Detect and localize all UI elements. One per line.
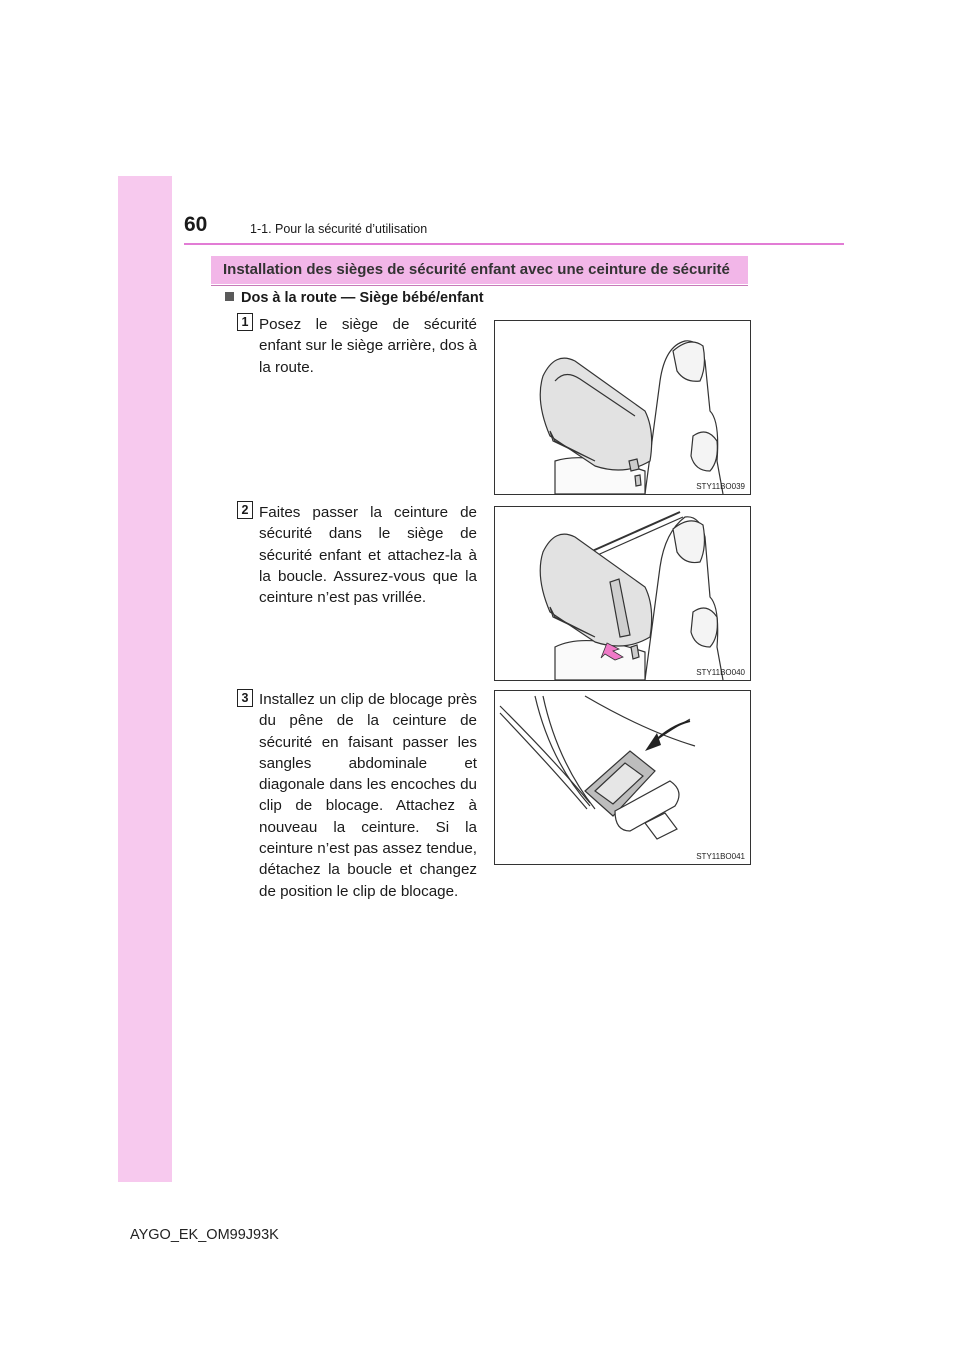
figure-label: STY11BO039	[696, 482, 745, 491]
side-tab-strip	[118, 176, 172, 1182]
figure-label: STY11BO040	[696, 668, 745, 677]
step-number-2: 2	[237, 501, 253, 519]
step-text-2: Faites passer la ceinture de sécurité dans le siège de sécurité enfant et attachez-la à la boucle. Assurez-vous que la ceinture n’est pas vrillée.	[259, 504, 477, 607]
figure-locking-clip	[494, 690, 751, 865]
topic-banner	[211, 256, 748, 284]
header-divider	[184, 243, 844, 245]
section-title: 1-1. Pour la sécurité d’utilisation	[250, 222, 428, 236]
step-number-1: 1	[237, 313, 253, 331]
banner-underline	[211, 285, 748, 286]
banner-title: Installation des sièges de sécurité enfant avec une ceinture de sécurité	[223, 261, 730, 278]
page-number: 60	[184, 213, 208, 236]
subheading-text: Dos à la route — Siège bébé/enfant	[241, 290, 484, 306]
step-text-3: Installez un clip de blocage près du pêne de la ceinture de sécurité en faisant passer les sangles abdominale et diagonale dans les encoches du clip de blocage. Attachez à nouveau la ceinture. Si la ceinture n’est pas assez tendue, détachez la boucle et changez de position le clip de blocage.	[259, 691, 477, 900]
step-number-3: 3	[237, 689, 253, 707]
step-text-1: Posez le siège de sécurité enfant sur le siège arrière, dos à la route.	[259, 316, 477, 376]
figure-label: STY11BO041	[696, 852, 745, 861]
figure-belt-routing	[494, 506, 751, 681]
square-bullet-icon	[225, 292, 234, 301]
figure-child-seat-placed	[494, 320, 751, 495]
document-code: AYGO_EK_OM99J93K	[130, 1227, 279, 1243]
subheading	[225, 290, 484, 306]
